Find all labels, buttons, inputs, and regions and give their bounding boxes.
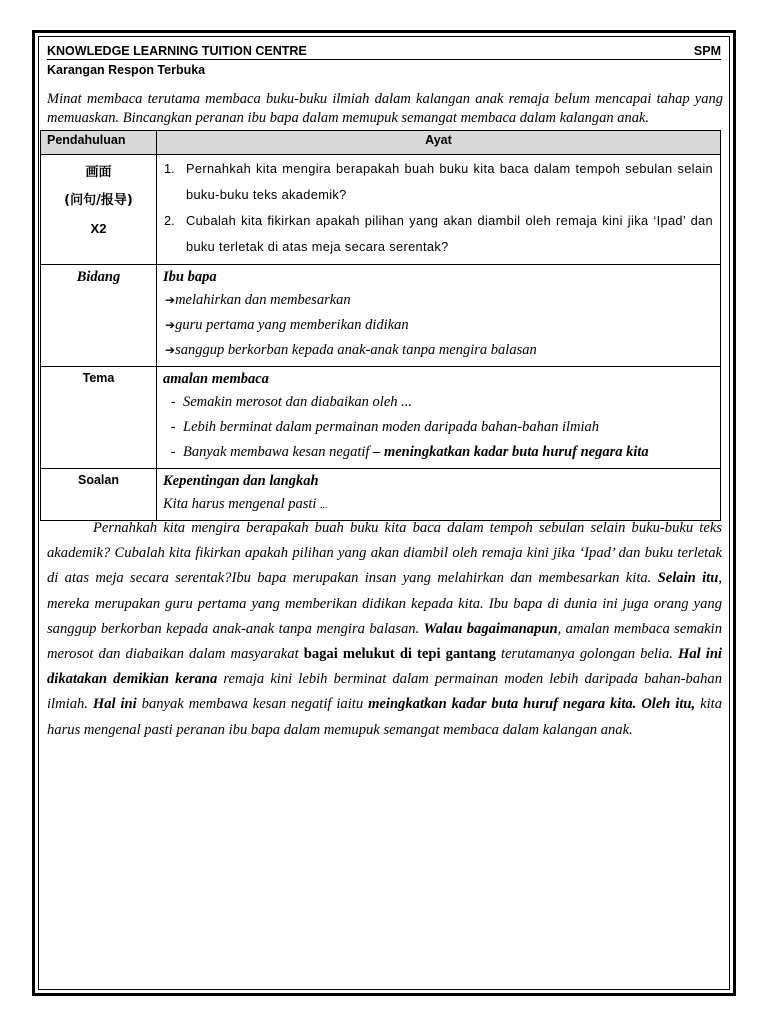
list-item: - Banyak membawa kesan negatif – meningkatkan kadar buta huruf negara kita (163, 440, 714, 465)
soalan-label-cell (41, 469, 157, 521)
arrow-right-icon: ➔ (165, 318, 176, 332)
essay-sentence: kita harus mengenal pasti peranan ibu bapa dalam memupuk semangat membaca dalam kalangan anak. (47, 696, 723, 738)
essay-keyword: bagai melukut di tepi gantang (303, 646, 496, 663)
essay-sentence: Pernahkah kita mengira berapakah buah buku kita baca dalam tempoh sebulan selain buku-buku teks akademik? Cubalah kita fikirkan apakah pilihan yang akan diambil oleh remaja kini jika ‘Ipad’ dan buku terletak di atas meja secara serentak?Ibu bapa merupakan insan yang melahirkan dan membesarkan kita. (47, 520, 722, 587)
tema-point: Semakin merosot dan diabaikan oleh ... (183, 394, 413, 410)
soalan-content-cell (157, 469, 721, 521)
item-text: Pernahkah kita mengira berapakah buah buku kita baca dalam tempoh sebulan selain buku-buku teks akademik? (186, 161, 713, 202)
soalan-heading: Kepentingan dan langkah (163, 473, 319, 489)
essay-keyword: meingkatkan kadar buta huruf negara kita. Oleh itu, (368, 696, 696, 713)
list-item (163, 338, 714, 363)
arrow-right-icon: ➔ (165, 343, 176, 357)
arrow-right-icon: ➔ (165, 293, 176, 307)
essay-keyword: Walau bagaimanapun (423, 620, 558, 637)
list-item (163, 288, 714, 313)
tema-point: Banyak membawa kesan negatif (183, 444, 370, 460)
tema-point: Lebih berminat dalam permainan moden daripada bahan-bahan ilmiah (183, 419, 600, 435)
intro-label-cell (41, 155, 157, 265)
soalan-line (163, 492, 714, 518)
bidang-point: sanggup berkorban kepada anak-anak tanpa mengira balasan (175, 342, 537, 358)
list-item: - Lebih berminat dalam permainan moden daripada bahan-bahan ilmiah (163, 415, 714, 440)
soalan-label: Soalan (78, 473, 119, 487)
essay-sentence: terutamanya golongan belia. (501, 646, 673, 663)
outline-table (40, 130, 721, 521)
table-header-row (41, 131, 721, 155)
table-row-bidang (41, 265, 721, 367)
essay-paragraph (47, 516, 722, 743)
intro-sentence-list (158, 156, 719, 260)
bidang-heading: Ibu bapa (163, 269, 217, 285)
essay-sentence: , mereka merupakan guru pertama yang memberikan didikan kepada kita. Ibu bapa di dunia ini juga orang yang sanggup berkorban kepada anak-anak tanpa mengira balasan. (47, 570, 722, 637)
essay-sentence: remaja kini lebih berminat dalam permainan moden lebih daripada bahan-bahan ilmiah. (47, 671, 722, 713)
tema-heading: amalan membaca (163, 371, 269, 387)
table-row-tema (41, 367, 721, 469)
essay-sentence: banyak membawa kesan negatif iaitu (141, 696, 364, 713)
essay-question: Minat membaca terutama membaca buku-buku ilmiah dalam kalangan anak remaja belum mencapai tahap yang memuaskan. Bincangkan peranan ibu bapa dalam memupuk semangat membaca dalam kalangan anak. (47, 91, 723, 126)
list-item: - Semakin merosot dan diabaikan oleh ... (163, 390, 714, 415)
list-item (163, 313, 714, 338)
essay-sentence: , amalan membaca semakin merosot dan diabaikan dalam masyarakat (47, 620, 722, 663)
essay-body (47, 516, 722, 743)
table-row-soalan (41, 469, 721, 521)
column-header-pendahuluan: Pendahuluan (41, 131, 157, 155)
centre-name: KNOWLEDGE LEARNING TUITION CENTRE (47, 44, 307, 58)
bidang-content-cell (157, 265, 721, 367)
intro-label-line: X2 (90, 221, 107, 236)
list-item (164, 156, 713, 208)
tema-point-emphasis: – meningkatkan kadar buta huruf negara kita (373, 444, 649, 460)
level-label: SPM (693, 44, 721, 58)
list-item (164, 208, 713, 260)
tema-label-cell (41, 367, 157, 469)
bidang-label: Bidang (76, 269, 121, 285)
tema-content-cell (157, 367, 721, 469)
item-number: 1. (164, 161, 175, 176)
bidang-point: guru pertama yang memberikan didikan (175, 317, 409, 333)
essay-keyword: Hal ini (92, 696, 137, 713)
soalan-text: Kita harus mengenal pasti (163, 496, 317, 512)
intro-label-line: 画面 (85, 165, 112, 180)
item-number: 2. (164, 213, 175, 228)
essay-keyword: Hal ini dikatakan demikian kerana (47, 646, 722, 688)
essay-keyword: Selain itu (657, 570, 719, 587)
document-subtitle: Karangan Respon Terbuka (47, 63, 206, 77)
table-row-intro (41, 155, 721, 265)
soalan-ellipsis: ... (320, 500, 328, 511)
document-header (47, 44, 721, 60)
intro-label-line: (问句/报导) (64, 193, 133, 208)
bidang-label-cell (41, 265, 157, 367)
bidang-point: melahirkan dan membesarkan (175, 292, 351, 308)
intro-content-cell (157, 155, 721, 265)
column-header-ayat: Ayat (157, 131, 721, 155)
tema-label: Tema (82, 371, 115, 385)
item-text: Cubalah kita fikirkan apakah pilihan yang akan diambil oleh remaja kini jika ‘Ipad’ dan buku terletak di atas meja secara serentak? (186, 213, 713, 254)
